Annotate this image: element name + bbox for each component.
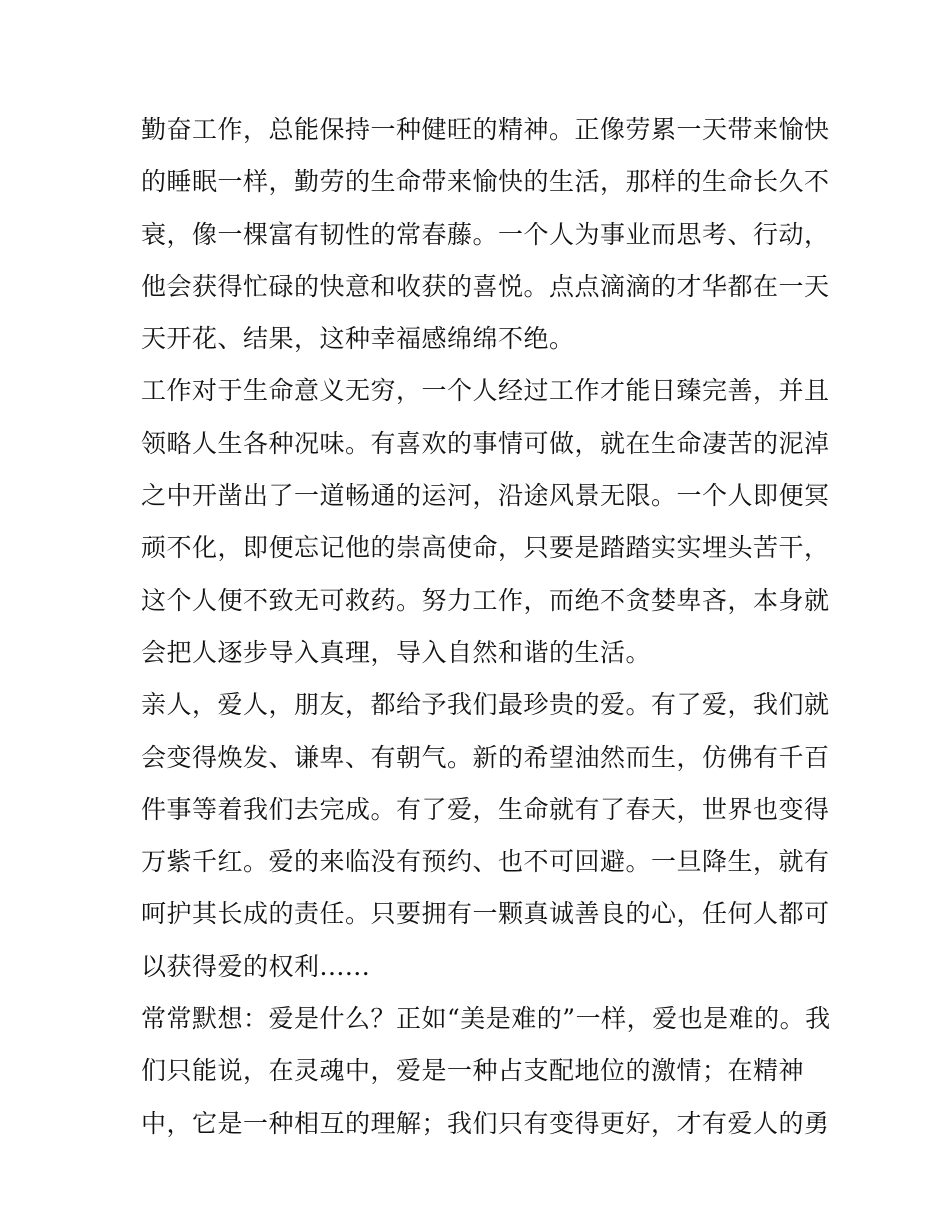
text-line: 他会获得忙碌的快意和收获的喜悦。点点滴滴的才华都在一天	[141, 271, 830, 301]
text-line: 常常默想：爱是什么？正如“美是难的”一样，爱也是难的。我	[141, 1004, 831, 1034]
text-line: 天开花、结果，这种幸福感绵绵不绝。	[141, 324, 575, 354]
text-line: 会变得焕发、谦卑、有朝气。新的希望油然而生，仿佛有千百	[141, 742, 830, 772]
text-line: 这个人便不致无可救药。努力工作，而绝不贪婪卑吝，本身就	[141, 585, 830, 615]
text-line: 万紫千红。爱的来临没有预约、也不可回避。一旦降生，就有	[141, 847, 830, 877]
text-line: 顽不化，即便忘记他的崇高使命，只要是踏踏实实埋头苦干，	[141, 533, 830, 563]
text-line: 之中开凿出了一道畅通的运河，沿途风景无限。一个人即便冥	[141, 481, 830, 511]
text-line: 领略人生各种况味。有喜欢的事情可做，就在生命凄苦的泥淖	[141, 428, 830, 458]
text-line: 亲人，爱人，朋友，都给予我们最珍贵的爱。有了爱，我们就	[141, 690, 830, 720]
text-line: 们只能说，在灵魂中，爱是一种占支配地位的激情；在精神	[141, 1056, 805, 1086]
text-line: 的睡眠一样，勤劳的生命带来愉快的生活，那样的生命长久不	[141, 167, 830, 197]
text-line: 件事等着我们去完成。有了爱，生命就有了春天，世界也变得	[141, 794, 830, 824]
text-line: 勤奋工作，总能保持一种健旺的精神。正像劳累一天带来愉快	[141, 115, 830, 144]
text-line: 中，它是一种相互的理解；我们只有变得更好，才有爱人的勇	[141, 1108, 830, 1138]
text-line: 呵护其长成的责任。只要拥有一颗真诚善良的心，任何人都可	[141, 899, 830, 929]
text-line: 会把人逐步导入真理，导入自然和谐的生活。	[141, 637, 652, 667]
text-line: 以获得爱的权利......	[141, 951, 371, 981]
text-line: 工作对于生命意义无穷，一个人经过工作才能日臻完善，并且	[141, 376, 830, 406]
body-text	[141, 104, 831, 1150]
text-line: 衰，像一棵富有韧性的常春藤。一个人为事业而思考、行动，	[141, 219, 830, 249]
